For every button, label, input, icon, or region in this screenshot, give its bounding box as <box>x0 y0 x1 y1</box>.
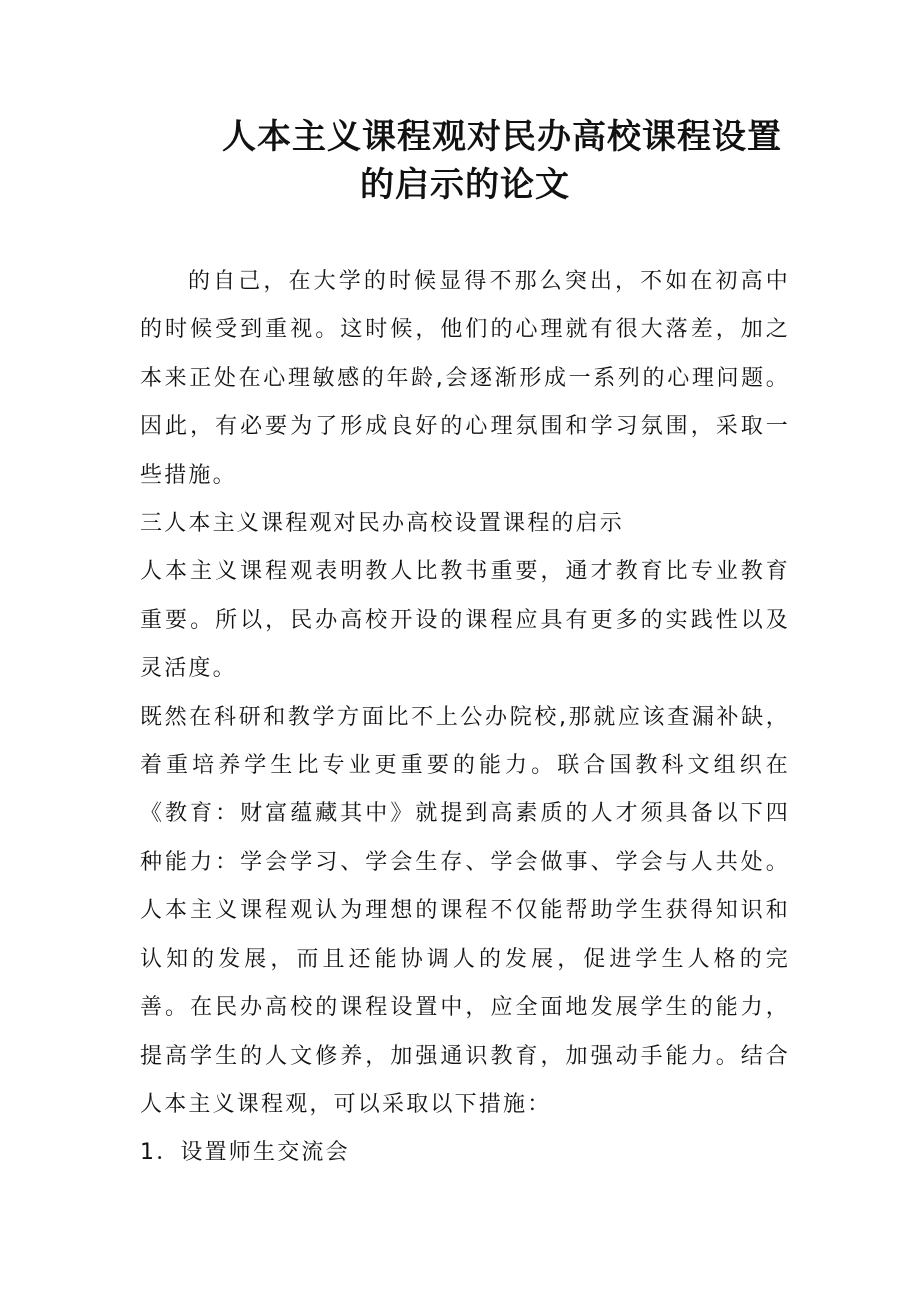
subheading-1: 1．设置师生交流会 <box>140 1140 350 1166</box>
document-title-line-1: 人本主义课程观对民办高校课程设置 <box>222 117 782 157</box>
document-title-line-2: 的启示的论文 <box>360 165 570 205</box>
paragraph-humanistic-view: 人本主义课程观表明教人比教书重要，通才教育比专业教育重要。所以，民办高校开设的课程应具有更多的实践性以及灵活度。 <box>140 559 790 682</box>
document-body <box>140 258 790 1178</box>
paragraph-abilities: 既然在科研和教学方面比不上公办院校,那就应该查漏补缺，着重培养学生比专业更重要的能力。联合国教科文组织在《教育：财富蕴藏其中》就提到高素质的人才须具备以下四种能力：学会学习、学会生存、学会做事、学会与人共处。人本主义课程观认为理想的课程不仅能帮助学生获得知识和认知的发展，而且还能协调人的发展，促进学生人格的完善。在民办高校的课程设置中，应全面地发展学生的能力，提高学生的人文修养，加强通识教育，加强动手能力。结合人本主义课程观，可以采取以下措施： <box>140 704 790 1117</box>
section-heading-3: 三人本主义课程观对民办高校设置课程的启示 <box>140 511 625 537</box>
paragraph-psychology: 的自己，在大学的时候显得不那么突出，不如在初高中的时候受到重视。这时候，他们的心理就有很大落差，加之本来正处在心理敏感的年龄,会逐渐形成一系列的心理问题。因此，有必要为了形成良好的心理氛围和学习氛围，采取一些措施。 <box>140 269 790 488</box>
